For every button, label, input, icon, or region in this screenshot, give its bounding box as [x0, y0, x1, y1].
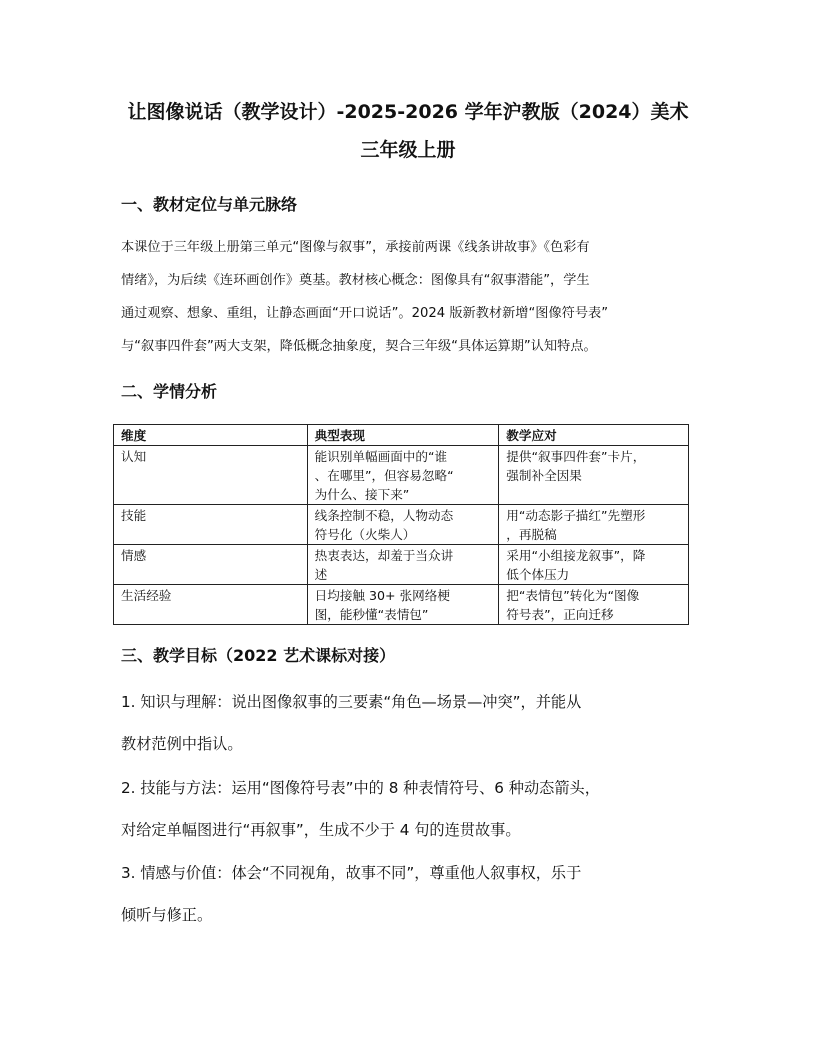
cell-line: 采用“小组接龙叙事”，降 — [506, 548, 646, 563]
table-cell-dimension: 情感 — [114, 545, 308, 585]
goal-item-skills — [121, 767, 701, 851]
document-title-line-1: 让图像说话（教学设计）-2025-2026 学年沪教版（2024）美术 — [127, 101, 689, 123]
table-row — [114, 545, 689, 585]
table-cell-performance — [307, 446, 499, 505]
table-cell-response — [499, 446, 689, 505]
table-cell-dimension: 技能 — [114, 505, 308, 545]
goal-line: 对给定单幅图进行“再叙事”，生成不少于 4 句的连贯故事。 — [121, 821, 521, 839]
table-header-row — [114, 425, 689, 446]
table-header-cell: 典型表现 — [307, 425, 499, 446]
cell-line: 日均接触 30+ 张网络梗 — [314, 588, 450, 603]
cell-line: 提供“叙事四件套”卡片， — [506, 449, 646, 464]
section-1-paragraph — [121, 231, 701, 363]
section-2-heading: 二、学情分析 — [121, 382, 218, 401]
table-cell-performance — [307, 545, 499, 585]
table-header-cell: 教学应对 — [499, 425, 689, 446]
cell-line: 热衷表达，却羞于当众讲 — [314, 548, 454, 563]
cell-line: 述 — [314, 567, 328, 582]
table-cell-response — [499, 545, 689, 585]
table-cell-performance — [307, 585, 499, 625]
cell-line: 、在哪里”，但容易忽略“ — [314, 468, 454, 483]
goal-line: 2. 技能与方法：运用“图像符号表”中的 8 种表情符号、6 种动态箭头， — [121, 779, 600, 797]
goal-item-emotion — [121, 852, 701, 936]
goal-line: 教材范例中指认。 — [121, 735, 243, 753]
paragraph-line: 与“叙事四件套”两大支架，降低概念抽象度，契合三年级“具体运算期”认知特点。 — [121, 339, 597, 354]
cell-line: ，再脱稿 — [506, 527, 557, 542]
cell-line: 为什么、接下来” — [314, 487, 410, 502]
goal-item-knowledge — [121, 681, 701, 765]
table-cell-performance — [307, 505, 499, 545]
goal-line: 3. 情感与价值：体会“不同视角，故事不同”，尊重他人叙事权，乐于 — [121, 864, 582, 882]
table-cell-response — [499, 585, 689, 625]
section-3-heading: 三、教学目标（2022 艺术课标对接） — [121, 646, 396, 665]
table-cell-dimension: 认知 — [114, 446, 308, 505]
cell-line: 线条控制不稳，人物动态 — [314, 508, 454, 523]
goal-line: 1. 知识与理解：说出图像叙事的三要素“角色—场景—冲突”，并能从 — [121, 693, 582, 711]
cell-line: 强制补全因果 — [506, 468, 582, 483]
table-cell-dimension: 生活经验 — [114, 585, 308, 625]
table-row — [114, 585, 689, 625]
cell-line: 低个体压力 — [506, 567, 570, 582]
table-row — [114, 505, 689, 545]
section-1-heading: 一、教材定位与单元脉络 — [121, 195, 298, 214]
table-row — [114, 446, 689, 505]
paragraph-line: 通过观察、想象、重组，让静态画面“开口说话”。2024 版新教材新增“图像符号表” — [121, 306, 609, 321]
document-title-line-2: 三年级上册 — [360, 139, 456, 161]
table-cell-response — [499, 505, 689, 545]
goal-line: 倾听与修正。 — [121, 906, 213, 924]
learner-analysis-table — [113, 424, 689, 625]
paragraph-line: 本课位于三年级上册第三单元“图像与叙事”，承接前两课《线条讲故事》《色彩有 — [121, 240, 590, 255]
cell-line: 符号表”，正向迁移 — [506, 607, 614, 622]
cell-line: 把“表情包”转化为“图像 — [506, 588, 640, 603]
cell-line: 图，能秒懂“表情包” — [314, 607, 429, 622]
table-header-cell: 维度 — [114, 425, 308, 446]
cell-line: 能识别单幅画面中的“谁 — [314, 449, 448, 464]
paragraph-line: 情绪》，为后续《连环画创作》奠基。教材核心概念：图像具有“叙事潜能”，学生 — [121, 273, 590, 288]
cell-line: 用“动态影子描红”先塑形 — [506, 508, 646, 523]
cell-line: 符号化（火柴人） — [314, 527, 416, 542]
